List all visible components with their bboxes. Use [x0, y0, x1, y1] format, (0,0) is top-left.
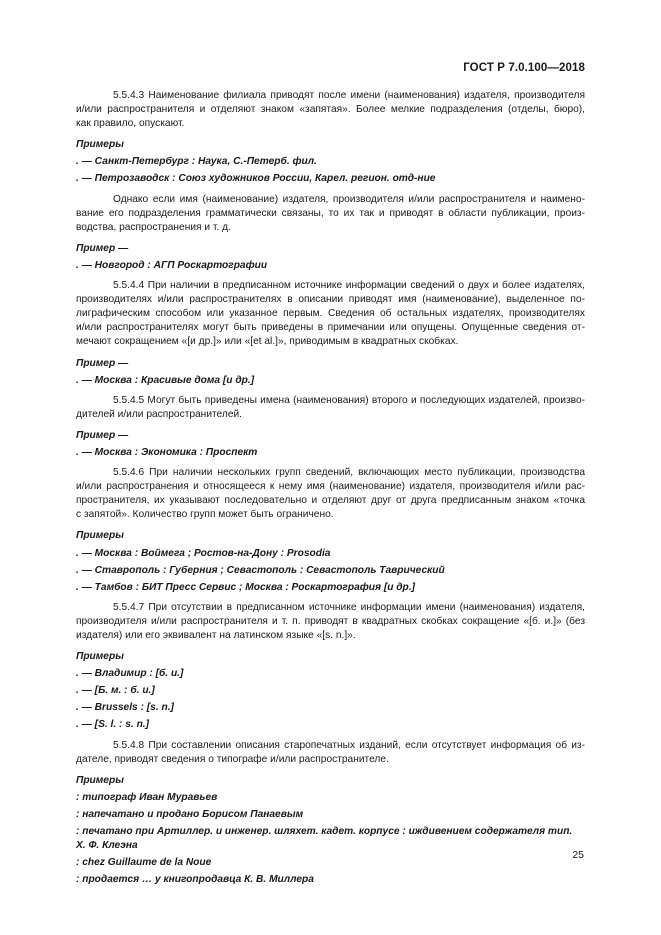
paragraph — [76, 601, 585, 643]
example-entry-line: : типограф Иван Муравьев — [76, 791, 218, 803]
page-number: 25 — [572, 849, 584, 861]
document-body — [76, 89, 585, 890]
example-entry — [76, 856, 585, 870]
example-heading: Пример — — [76, 429, 129, 441]
example-heading: Примеры — [76, 139, 124, 151]
example-entry-line: . — Новгород : АГП Роскартографии — [76, 259, 268, 271]
example-entry-line: : напечатано и продано Борисом Панаевым — [76, 808, 304, 820]
paragraph-line: и/или распространителях могут быть приведены в примечании или опущены. Опущенные сведения от- — [76, 322, 585, 334]
example-entry-line: . — [Б. м. : б. и.] — [76, 685, 155, 697]
example-entry — [76, 155, 585, 169]
example-entry — [76, 873, 585, 887]
example-entry — [76, 172, 585, 186]
example-entry-line: : печатано при Артиллер. и инженер. шляхет. кадет. корпусе : иждивением содержателя тип. — [76, 826, 573, 838]
example-heading: Примеры — [76, 774, 124, 786]
example-entry-line: . — Brussels : [s. n.] — [76, 702, 174, 714]
example-entry — [76, 701, 585, 715]
example-entry — [76, 791, 585, 805]
paragraph-line: 5.5.4.3 Наименование филиала приводят после имени (наименования) издателя, производителя — [113, 90, 585, 101]
example-entry — [76, 581, 585, 595]
example-entry — [76, 374, 585, 388]
example-entry-line: . — Москва : Красивые дома [и др.] — [76, 374, 255, 386]
paragraph — [76, 466, 585, 522]
example-entry — [76, 446, 585, 460]
example-entry-line: . — Петрозаводск : Союз художников России, Карел. регион. отд-ние — [76, 173, 436, 185]
example-entry — [76, 808, 585, 822]
paragraph-line: издателя) или его эквивалент на латинском языке «[s. n.]». — [76, 630, 356, 641]
example-entry-line: Х. Ф. Клеэна — [76, 840, 138, 852]
paragraph-line: лиграфическим способом или указанное первым. Сведения об остальных издателях, производителях — [76, 308, 585, 320]
example-heading: Примеры — [76, 651, 124, 663]
paragraph-line: 5.5.4.5 Могут быть приведены имена (наименования) второго и последующих издателей, произво- — [113, 394, 585, 406]
paragraph-line: 5.5.4.8 При составлении описания старопечатных изданий, если отсутствует информация об из- — [113, 739, 585, 751]
paragraph-line: и/или распространителя и отделяют знаком «запятая». Более мелкие подразделения (отделы, бюро), — [76, 104, 585, 116]
paragraph-line: 5.5.4.4 При наличии в предписанном источнике информации сведений о двух и более издателях, — [113, 280, 585, 292]
paragraph-line: Однако если имя (наименование) издателя, производителя и/или распространителя и наимено- — [113, 193, 585, 205]
example-entry — [76, 547, 585, 561]
paragraph-line: как правило, опускают. — [76, 118, 185, 130]
paragraph-line: производителя и/или распространителя и т. п. приводят в квадратных скобках сокращение «[б. и.]» (без — [76, 615, 585, 627]
example-entry — [76, 667, 585, 681]
example-entry-line: . — Тамбов : БИТ Пресс Сервис ; Москва : Роскартография [и др.] — [76, 581, 416, 593]
paragraph-line: дителей и/или распространителей. — [76, 408, 243, 420]
example-heading: Пример — — [76, 357, 129, 369]
paragraph — [76, 193, 585, 235]
example-entry — [76, 259, 585, 273]
paragraph-line: 5.5.4.7 При отсутствии в предписанном источнике информации имени (наименования) издателя, — [113, 601, 585, 613]
paragraph-line: с запятой». Количество групп может быть ограничено. — [76, 509, 334, 521]
example-entry-line: . — Владимир : [б. и.] — [76, 668, 184, 680]
paragraph — [76, 394, 585, 422]
example-entry-line: : chez Guillaume de la Noue — [76, 857, 212, 869]
example-entry — [76, 564, 585, 578]
example-entry-line: . — [S. l. : s. n.] — [76, 719, 150, 731]
standard-header: ГОСТ Р 7.0.100—2018 — [463, 62, 585, 74]
paragraph — [76, 279, 585, 349]
example-heading: Примеры — [76, 530, 124, 542]
example-entry-line: . — Москва : Воймега ; Ростов-на-Дону : Prosodia — [76, 547, 331, 559]
paragraph-line: пространителя, их указывают последовательно и отделяют друг от друга предписанным знаком «точка — [76, 495, 585, 507]
example-entry — [76, 825, 585, 853]
example-entry-line: . — Санкт-Петербург : Наука, С.-Петерб. фил. — [76, 156, 317, 168]
example-entry — [76, 718, 585, 732]
paragraph-line: производителях и/или распространителях в описании приводят имя (наименование), выделенное по- — [76, 294, 585, 306]
paragraph-line: 5.5.4.6 При наличии нескольких групп сведений, включающих место публикации, производства — [113, 467, 585, 479]
paragraph-line: дателе, приводят сведения о типографе и/или распространителе. — [76, 753, 389, 765]
paragraph-line: и/или распространения и относящееся к нему имя (наименование) издателя, производителя и/или рас- — [76, 481, 585, 493]
paragraph — [76, 89, 585, 131]
paragraph-line: вание его подразделения грамматически связаны, то их так и приводят в области публикации, произ- — [76, 207, 585, 219]
example-heading: Пример — — [76, 242, 129, 254]
paragraph-line: мечают сокращением «[и др.]» или «[et al.]», приводимым в квадратных скобках. — [76, 336, 459, 348]
example-entry-line: . — Москва : Экономика : Проспект — [76, 446, 258, 458]
paragraph-line: водства, распространения и т. д. — [76, 221, 231, 233]
paragraph — [76, 739, 585, 767]
example-entry-line: . — Ставрополь : Губерния ; Севастополь : Севастополь Таврический — [76, 564, 445, 576]
example-entry — [76, 684, 585, 698]
example-entry-line: : продается … у книгопродавца К. В. Миллера — [76, 874, 314, 886]
